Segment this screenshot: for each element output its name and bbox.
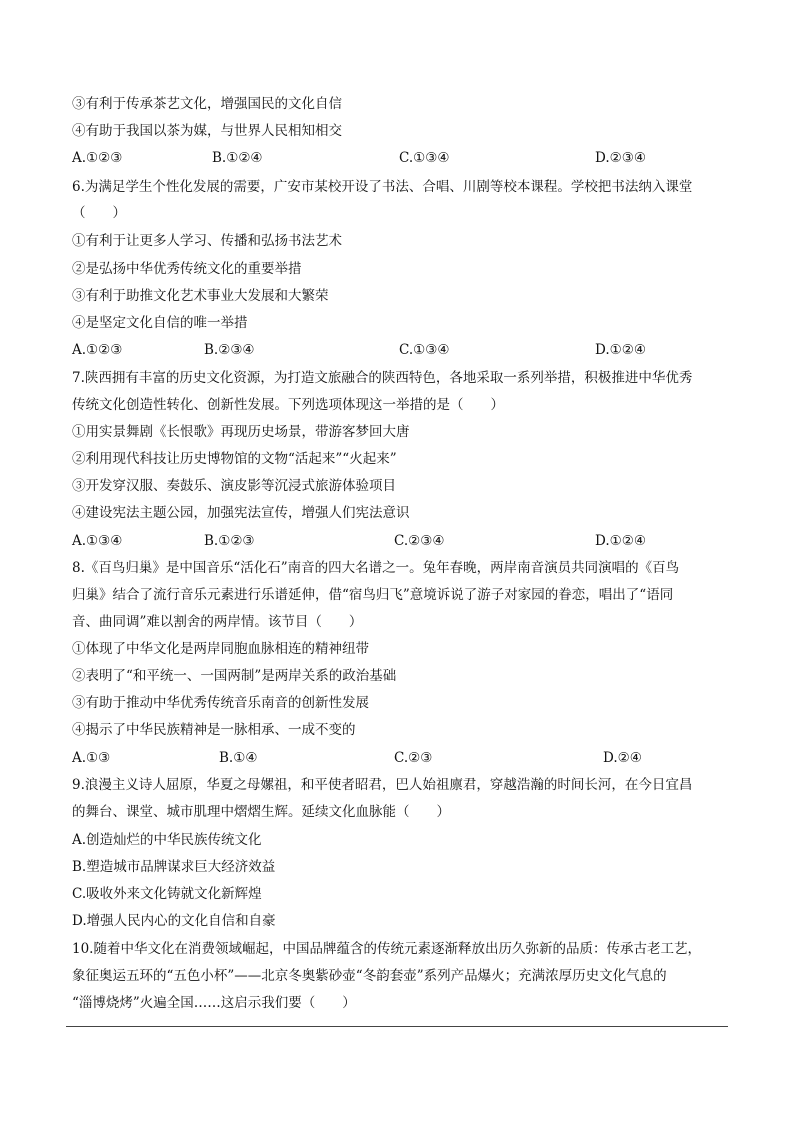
q9-stem-line-1: 9.浪漫主义诗人屈原，华夏之母嫘祖，和平使者昭君，巴人始祖廪君，穿越浩瀚的时间长河，在今日宜昌 <box>72 777 693 793</box>
q6-option-c[interactable]: C.①③④ <box>399 342 450 358</box>
q8-item-4: ④揭示了中华民族精神是一脉相承、一成不变的 <box>72 722 356 738</box>
q7-option-d[interactable]: D.①②④ <box>595 533 646 549</box>
q5-option-a[interactable]: A.①②③ <box>72 150 123 166</box>
q7-stem-line-1: 7.陕西拥有丰富的历史文化资源，为打造文旅融合的陕西特色，各地采取一系列举措，积极推进中华优秀 <box>72 370 693 386</box>
q6-stem-line-1: 6.为满足学生个性化发展的需要，广安市某校开设了书法、合唱、川剧等校本课程。学校把书法纳入课堂 <box>72 179 693 195</box>
q7-item-1: ①用实景舞剧《长恨歌》再现历史场景，带游客梦回大唐 <box>72 424 410 440</box>
footer-divider <box>66 1026 728 1027</box>
q5-option-b[interactable]: B.①②④ <box>212 150 263 166</box>
q8-option-d[interactable]: D.②④ <box>603 750 642 766</box>
q7-options <box>72 531 732 551</box>
q6-option-d[interactable]: D.①②④ <box>595 342 646 358</box>
q6-item-2: ②是弘扬中华优秀传统文化的重要举措 <box>72 261 302 277</box>
q6-item-3: ③有利于助推文化艺术事业大发展和大繁荣 <box>72 288 329 304</box>
q6-option-b[interactable]: B.②③④ <box>204 342 255 358</box>
q7-stem-line-2: 传统文化创造性转化、创新性发展。下列选项体现这一举措的是（ ） <box>72 397 504 413</box>
q8-item-2: ②表明了“和平统一、一国两制”是两岸关系的政治基础 <box>72 668 397 684</box>
q6-item-1: ①有利于让更多人学习、传播和弘扬书法艺术 <box>72 233 342 249</box>
q8-option-c[interactable]: C.②③ <box>394 750 433 766</box>
q8-option-a[interactable]: A.①③ <box>72 750 111 766</box>
q9-option-c[interactable]: C.吸收外来文化铸就文化新辉煌 <box>72 886 262 902</box>
q8-options <box>72 748 732 768</box>
q5-option-c[interactable]: C.①③④ <box>399 150 450 166</box>
q9-option-a[interactable]: A.创造灿烂的中华民族传统文化 <box>72 832 262 848</box>
q8-option-b[interactable]: B.①④ <box>219 750 258 766</box>
q10-stem-line-2: 象征奥运五环的“五色小杯”——北京冬奥紫砂壶“冬韵套壶”系列产品爆火；充满浓厚历史文化气息的 <box>72 968 667 984</box>
q7-option-c[interactable]: C.②③④ <box>394 533 445 549</box>
q8-stem-line-2: 归巢》结合了流行音乐元素进行乐谱延伸，借“宿鸟归飞”意境诉说了游子对家园的眷恋，唱出了“语同 <box>72 587 674 603</box>
q6-stem-line-2: （ ） <box>72 205 126 221</box>
q5-option-d[interactable]: D.②③④ <box>595 150 646 166</box>
q7-option-a[interactable]: A.①③④ <box>72 533 123 549</box>
q6-item-4: ④是坚定文化自信的唯一举措 <box>72 315 248 331</box>
q10-stem-line-3: “淄博烧烤”火遍全国……这启示我们要（ ） <box>72 995 356 1011</box>
q8-stem-line-1: 8.《百鸟归巢》是中国音乐“活化石”南音的四大名谱之一。兔年春晚，两岸南音演员共同演唱的《百鸟 <box>72 560 680 576</box>
q9-option-d[interactable]: D.增强人民内心的文化自信和自豪 <box>72 913 276 929</box>
q8-item-3: ③有助于推动中华优秀传统音乐南音的创新性发展 <box>72 695 369 711</box>
q7-item-4: ④建设宪法主题公园，加强宪法宣传，增强人们宪法意识 <box>72 505 410 521</box>
q5-options <box>72 148 732 168</box>
q7-item-3: ③开发穿汉服、奏鼓乐、演皮影等沉浸式旅游体验项目 <box>72 478 396 494</box>
q5-item-4: ④有助于我国以茶为媒，与世界人民相知相交 <box>72 123 342 139</box>
q7-item-2: ②利用现代科技让历史博物馆的文物“活起来”“火起来” <box>72 451 397 467</box>
q8-stem-line-3: 音、曲同调”难以割舍的两岸情。该节目（ ） <box>72 614 363 630</box>
q5-item-3: ③有利于传承茶艺文化，增强国民的文化自信 <box>72 96 342 112</box>
q6-option-a[interactable]: A.①②③ <box>72 342 123 358</box>
q6-options <box>72 340 732 360</box>
q7-option-b[interactable]: B.①②③ <box>204 533 255 549</box>
q9-stem-line-2: 的舞台、课堂、城市肌理中熠熠生辉。延续文化血脉能（ ） <box>72 804 450 820</box>
q8-item-1: ①体现了中华文化是两岸同胞血脉相连的精神纽带 <box>72 641 369 657</box>
q10-stem-line-1: 10.随着中华文化在消费领域崛起，中国品牌蕴含的传统元素逐渐释放出历久弥新的品质：传承古老工艺， <box>72 941 701 957</box>
q9-option-b[interactable]: B.塑造城市品牌谋求巨大经济效益 <box>72 859 276 875</box>
